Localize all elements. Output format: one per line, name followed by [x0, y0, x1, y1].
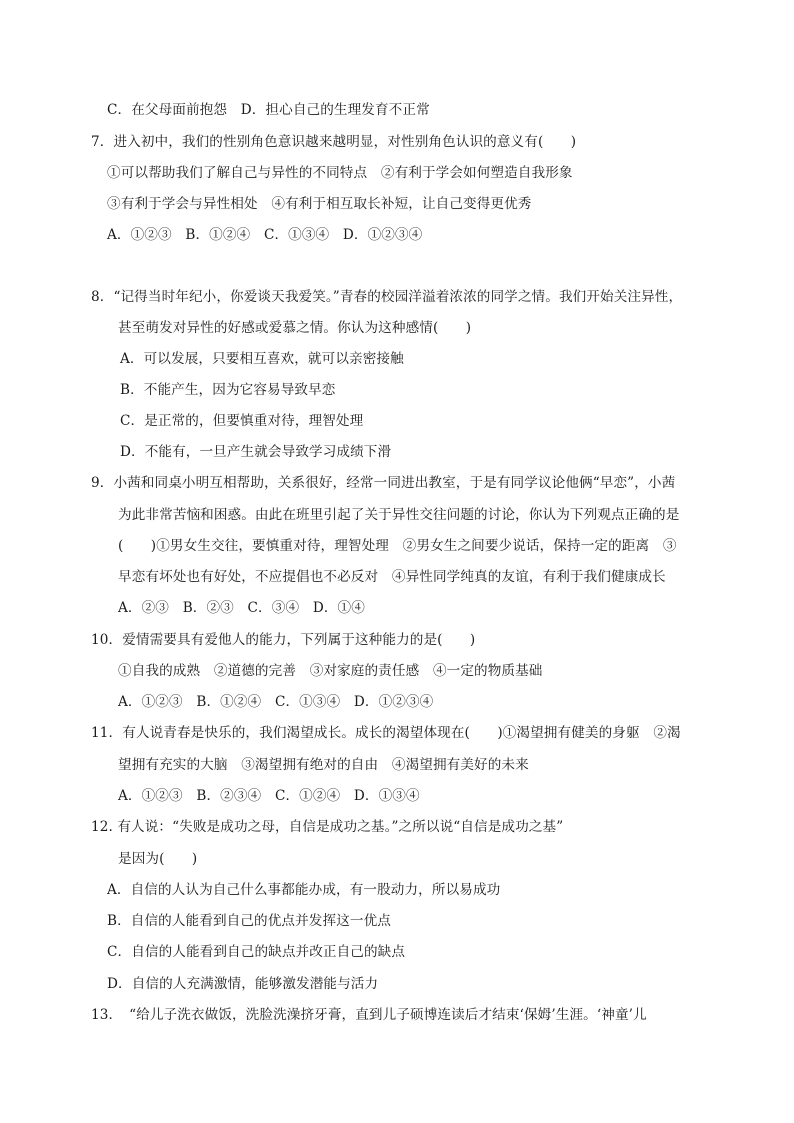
q12-stem-1: 12. 有人说：“失败是成功之母，自信是成功之基。”之所以说“自信是成功之基” [91, 819, 564, 835]
q9-stem-4: 早恋有坏处也有好处，不应提倡也不必反对 ④异性同学纯真的友谊，有利于我们健康成长 [118, 569, 666, 585]
q7-statements-1: ①可以帮助我们了解自己与异性的不同特点 ②有利于学会如何塑造自我形象 [107, 165, 573, 181]
q7-options: A．①②③ B．①②④ C．①③④ D．①②③④ [107, 227, 423, 243]
q10-stem: 10．爱情需要具有爱他人的能力，下列属于这种能力的是( ) [91, 632, 476, 648]
q13-stem-1: 13． “给儿子洗衣做饭，洗脸洗澡挤牙膏，直到儿子硕博连读后才结束‘保姆’生涯。‘神童’儿 [91, 1007, 647, 1023]
q9-options: A．②③ B．②③ C．③④ D．①④ [118, 600, 365, 616]
q9-stem-2: 为此非常苦恼和困惑。由此在班里引起了关于异性交往问题的讨论，你认为下列观点正确的是 [118, 507, 680, 523]
q12-stem-2: 是因为( ) [118, 851, 198, 867]
q10-statements: ①自我的成熟 ②道德的完善 ③对家庭的责任感 ④一定的物质基础 [118, 663, 543, 679]
q8-stem-1: 8．“记得当时年纪小，你爱谈天我爱笑。”青春的校园洋溢着浓浓的同学之情。我们开始关注异性， [91, 289, 683, 305]
q8-option-b: B．不能产生，因为它容易导致早恋 [120, 382, 336, 398]
q8-option-c: C．是正常的，但要慎重对待，理智处理 [120, 413, 364, 429]
q8-stem-2: 甚至萌发对异性的好感或爱慕之情。你认为这种感情( ) [118, 320, 472, 336]
q12-option-a: A．自信的人认为自己什么事都能办成，有一股动力，所以易成功 [107, 882, 501, 898]
q11-options: A．①②③ B．②③④ C．①②④ D．①③④ [118, 788, 420, 804]
q8-option-a: A．可以发展，只要相互喜欢，就可以亲密接触 [120, 351, 404, 367]
q7-stem: 7．进入初中，我们的性别角色意识越来越明显，对性别角色认识的意义有( ) [91, 134, 577, 150]
q12-option-c: C．自信的人能看到自己的缺点并改正自己的缺点 [107, 944, 406, 960]
q11-stem-2: 望拥有充实的大脑 ③渴望拥有绝对的自由 ④渴望拥有美好的未来 [118, 757, 529, 773]
q9-stem-1: 9．小茜和同桌小明互相帮助，关系很好，经常一同进出教室，于是有同学议论他俩“早恋”，小茜 [91, 475, 676, 491]
q8-option-d: D．不能有，一旦产生就会导致学习成绩下滑 [120, 444, 392, 460]
q7-statements-2: ③有利于学会与异性相处 ④有利于相互取长补短，让自己变得更优秀 [107, 196, 532, 212]
q10-options: A．①②③ B．①②④ C．①③④ D．①②③④ [118, 694, 434, 710]
q6-options-cd: C．在父母面前抱怨 D．担心自己的生理发育不正常 [107, 102, 430, 118]
q12-option-d: D．自信的人充满激情，能够激发潜能与活力 [107, 976, 379, 992]
q12-option-b: B．自信的人能看到自己的优点并发挥这一优点 [107, 913, 391, 929]
q9-stem-3: ( )①男女生交往，要慎重对待，理智处理 ②男女生之间要少说话，保持一定的距离 ③ [118, 538, 677, 554]
q11-stem-1: 11．有人说青春是快乐的，我们渴望成长。成长的渴望体现在( )①渴望拥有健美的身躯 ②渴 [91, 725, 681, 741]
